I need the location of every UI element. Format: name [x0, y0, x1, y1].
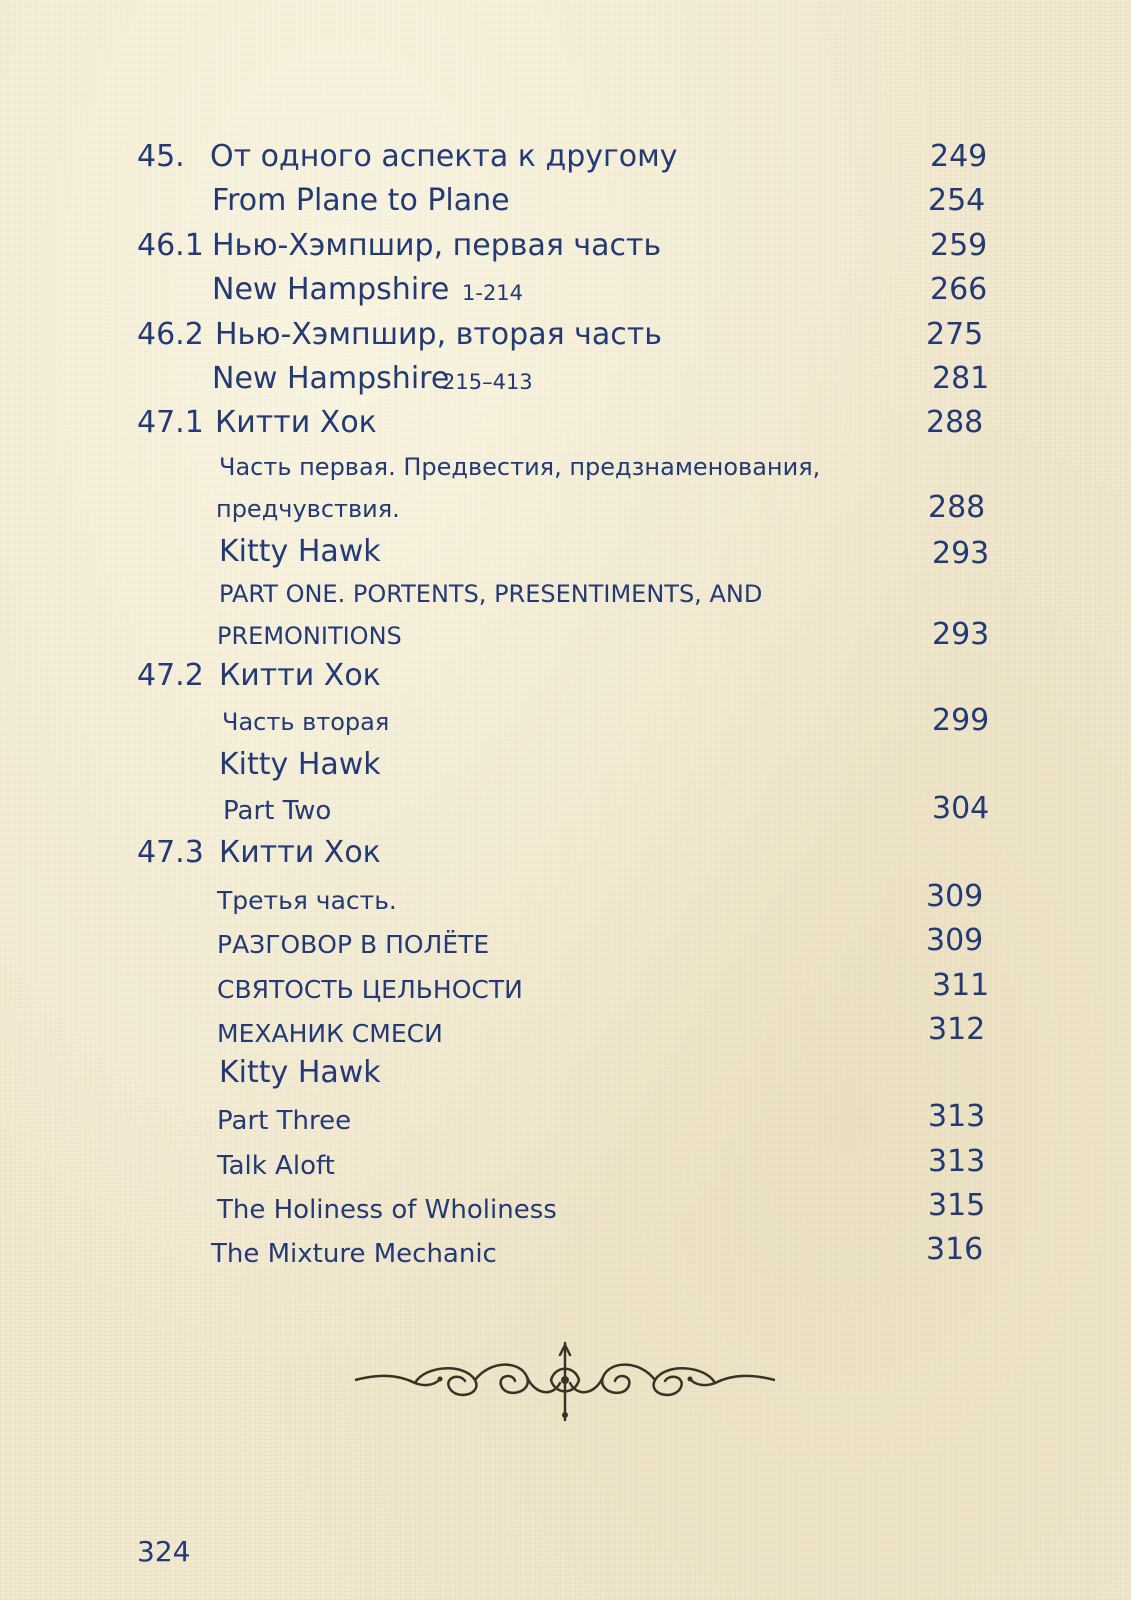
toc-entry[interactable] — [0, 228, 1131, 263]
toc-entry[interactable] — [0, 1012, 1131, 1053]
entry-number: 45. — [137, 139, 185, 174]
toc-entry[interactable] — [0, 183, 1131, 218]
entry-title: Часть первая. Предвестия, предзнаменования, — [219, 453, 821, 481]
entry-page: 315 — [928, 1188, 986, 1223]
toc-entry[interactable] — [0, 1055, 1131, 1090]
entry-page: 293 — [932, 617, 990, 652]
entry-title: PART ONE. PORTENTS, PRESENTIMENTS, AND — [219, 580, 763, 608]
toc-entry[interactable] — [0, 1188, 1131, 1229]
entry-title: Talk Aloft — [217, 1151, 335, 1181]
entry-title: Третья часть. — [217, 886, 397, 915]
entry-number: 47.1 — [137, 405, 204, 440]
entry-page: 293 — [932, 536, 990, 571]
entry-title: МЕХАНИК СМЕСИ — [217, 1019, 443, 1048]
page-number: 324 — [137, 1535, 191, 1568]
toc-entry[interactable] — [0, 317, 1131, 352]
entry-title: Нью-Хэмпшир, вторая часть — [215, 317, 662, 352]
entry-page: 309 — [926, 923, 984, 958]
entry-title: Китти Хок — [215, 405, 377, 440]
toc-entry[interactable] — [0, 1099, 1131, 1140]
entry-number: 46.2 — [137, 317, 204, 352]
entry-title: Kitty Hawk — [219, 747, 381, 782]
toc-entry[interactable] — [0, 272, 1131, 307]
toc-entry[interactable] — [0, 747, 1131, 782]
entry-page: 281 — [932, 361, 990, 396]
entry-title: PREMONITIONS — [217, 622, 402, 650]
entry-title: Kitty Hawk — [219, 1055, 381, 1090]
entry-title: From Plane to Plane — [212, 183, 510, 218]
entry-title: предчувствия. — [216, 495, 400, 523]
toc-entry[interactable] — [0, 617, 1131, 656]
entry-page: 254 — [928, 183, 986, 218]
entry-title: The Mixture Mechanic — [211, 1239, 497, 1269]
toc-entry[interactable] — [0, 658, 1131, 693]
entry-page: 259 — [930, 228, 988, 263]
toc-entry[interactable] — [0, 361, 1131, 396]
entry-page: 309 — [926, 879, 984, 914]
entry-page: 288 — [926, 405, 984, 440]
toc-entry[interactable] — [0, 703, 1131, 742]
entry-page: 316 — [926, 1232, 984, 1267]
entry-title: РАЗГОВОР В ПОЛЁТЕ — [217, 930, 490, 959]
entry-page: 311 — [932, 968, 990, 1003]
entry-title: СВЯТОСТЬ ЦЕЛЬНОСТИ — [217, 975, 523, 1004]
entry-page: 299 — [932, 703, 990, 738]
toc-entry[interactable] — [0, 490, 1131, 529]
toc-entry[interactable] — [0, 455, 1131, 483]
entry-title: New Hampshire — [212, 272, 450, 307]
entry-title: The Holiness of Wholiness — [217, 1195, 557, 1225]
entry-line-range: 215–413 — [442, 370, 533, 394]
entry-page: 249 — [930, 139, 988, 174]
entry-number: 47.3 — [137, 835, 204, 870]
entry-title: Китти Хок — [219, 658, 381, 693]
entry-line-range: 1-214 — [462, 281, 524, 305]
entry-page: 312 — [928, 1012, 986, 1047]
toc-entry[interactable] — [0, 405, 1131, 440]
entry-title: Китти Хок — [219, 835, 381, 870]
toc-entry[interactable] — [0, 791, 1131, 830]
toc-entry[interactable] — [0, 923, 1131, 964]
entry-number: 47.2 — [137, 658, 204, 693]
entry-page: 304 — [932, 791, 990, 826]
entry-page: 313 — [928, 1099, 986, 1134]
entry-title: Part Three — [217, 1106, 352, 1136]
toc-entry[interactable] — [0, 879, 1131, 920]
toc-entry[interactable] — [0, 582, 1131, 610]
entry-title: Part Two — [223, 796, 332, 826]
toc-entry[interactable] — [0, 835, 1131, 870]
toc-entry[interactable] — [0, 1144, 1131, 1185]
toc-entry[interactable] — [0, 968, 1131, 1009]
entry-page: 313 — [928, 1144, 986, 1179]
toc-entry[interactable] — [0, 534, 1131, 571]
decorative-flourish-icon — [355, 1335, 775, 1425]
entry-page: 288 — [928, 490, 986, 525]
entry-title: New Hampshire — [212, 361, 450, 396]
entry-title: Kitty Hawk — [219, 534, 381, 569]
toc-entry[interactable] — [0, 1232, 1131, 1273]
entry-title: От одного аспекта к другому — [210, 139, 678, 174]
toc-entry[interactable] — [0, 139, 1131, 174]
entry-title: Нью-Хэмпшир, первая часть — [212, 228, 662, 263]
entry-page: 266 — [930, 272, 988, 307]
entry-number: 46.1 — [137, 228, 204, 263]
entry-page: 275 — [926, 317, 984, 352]
entry-title: Часть вторая — [222, 708, 390, 736]
